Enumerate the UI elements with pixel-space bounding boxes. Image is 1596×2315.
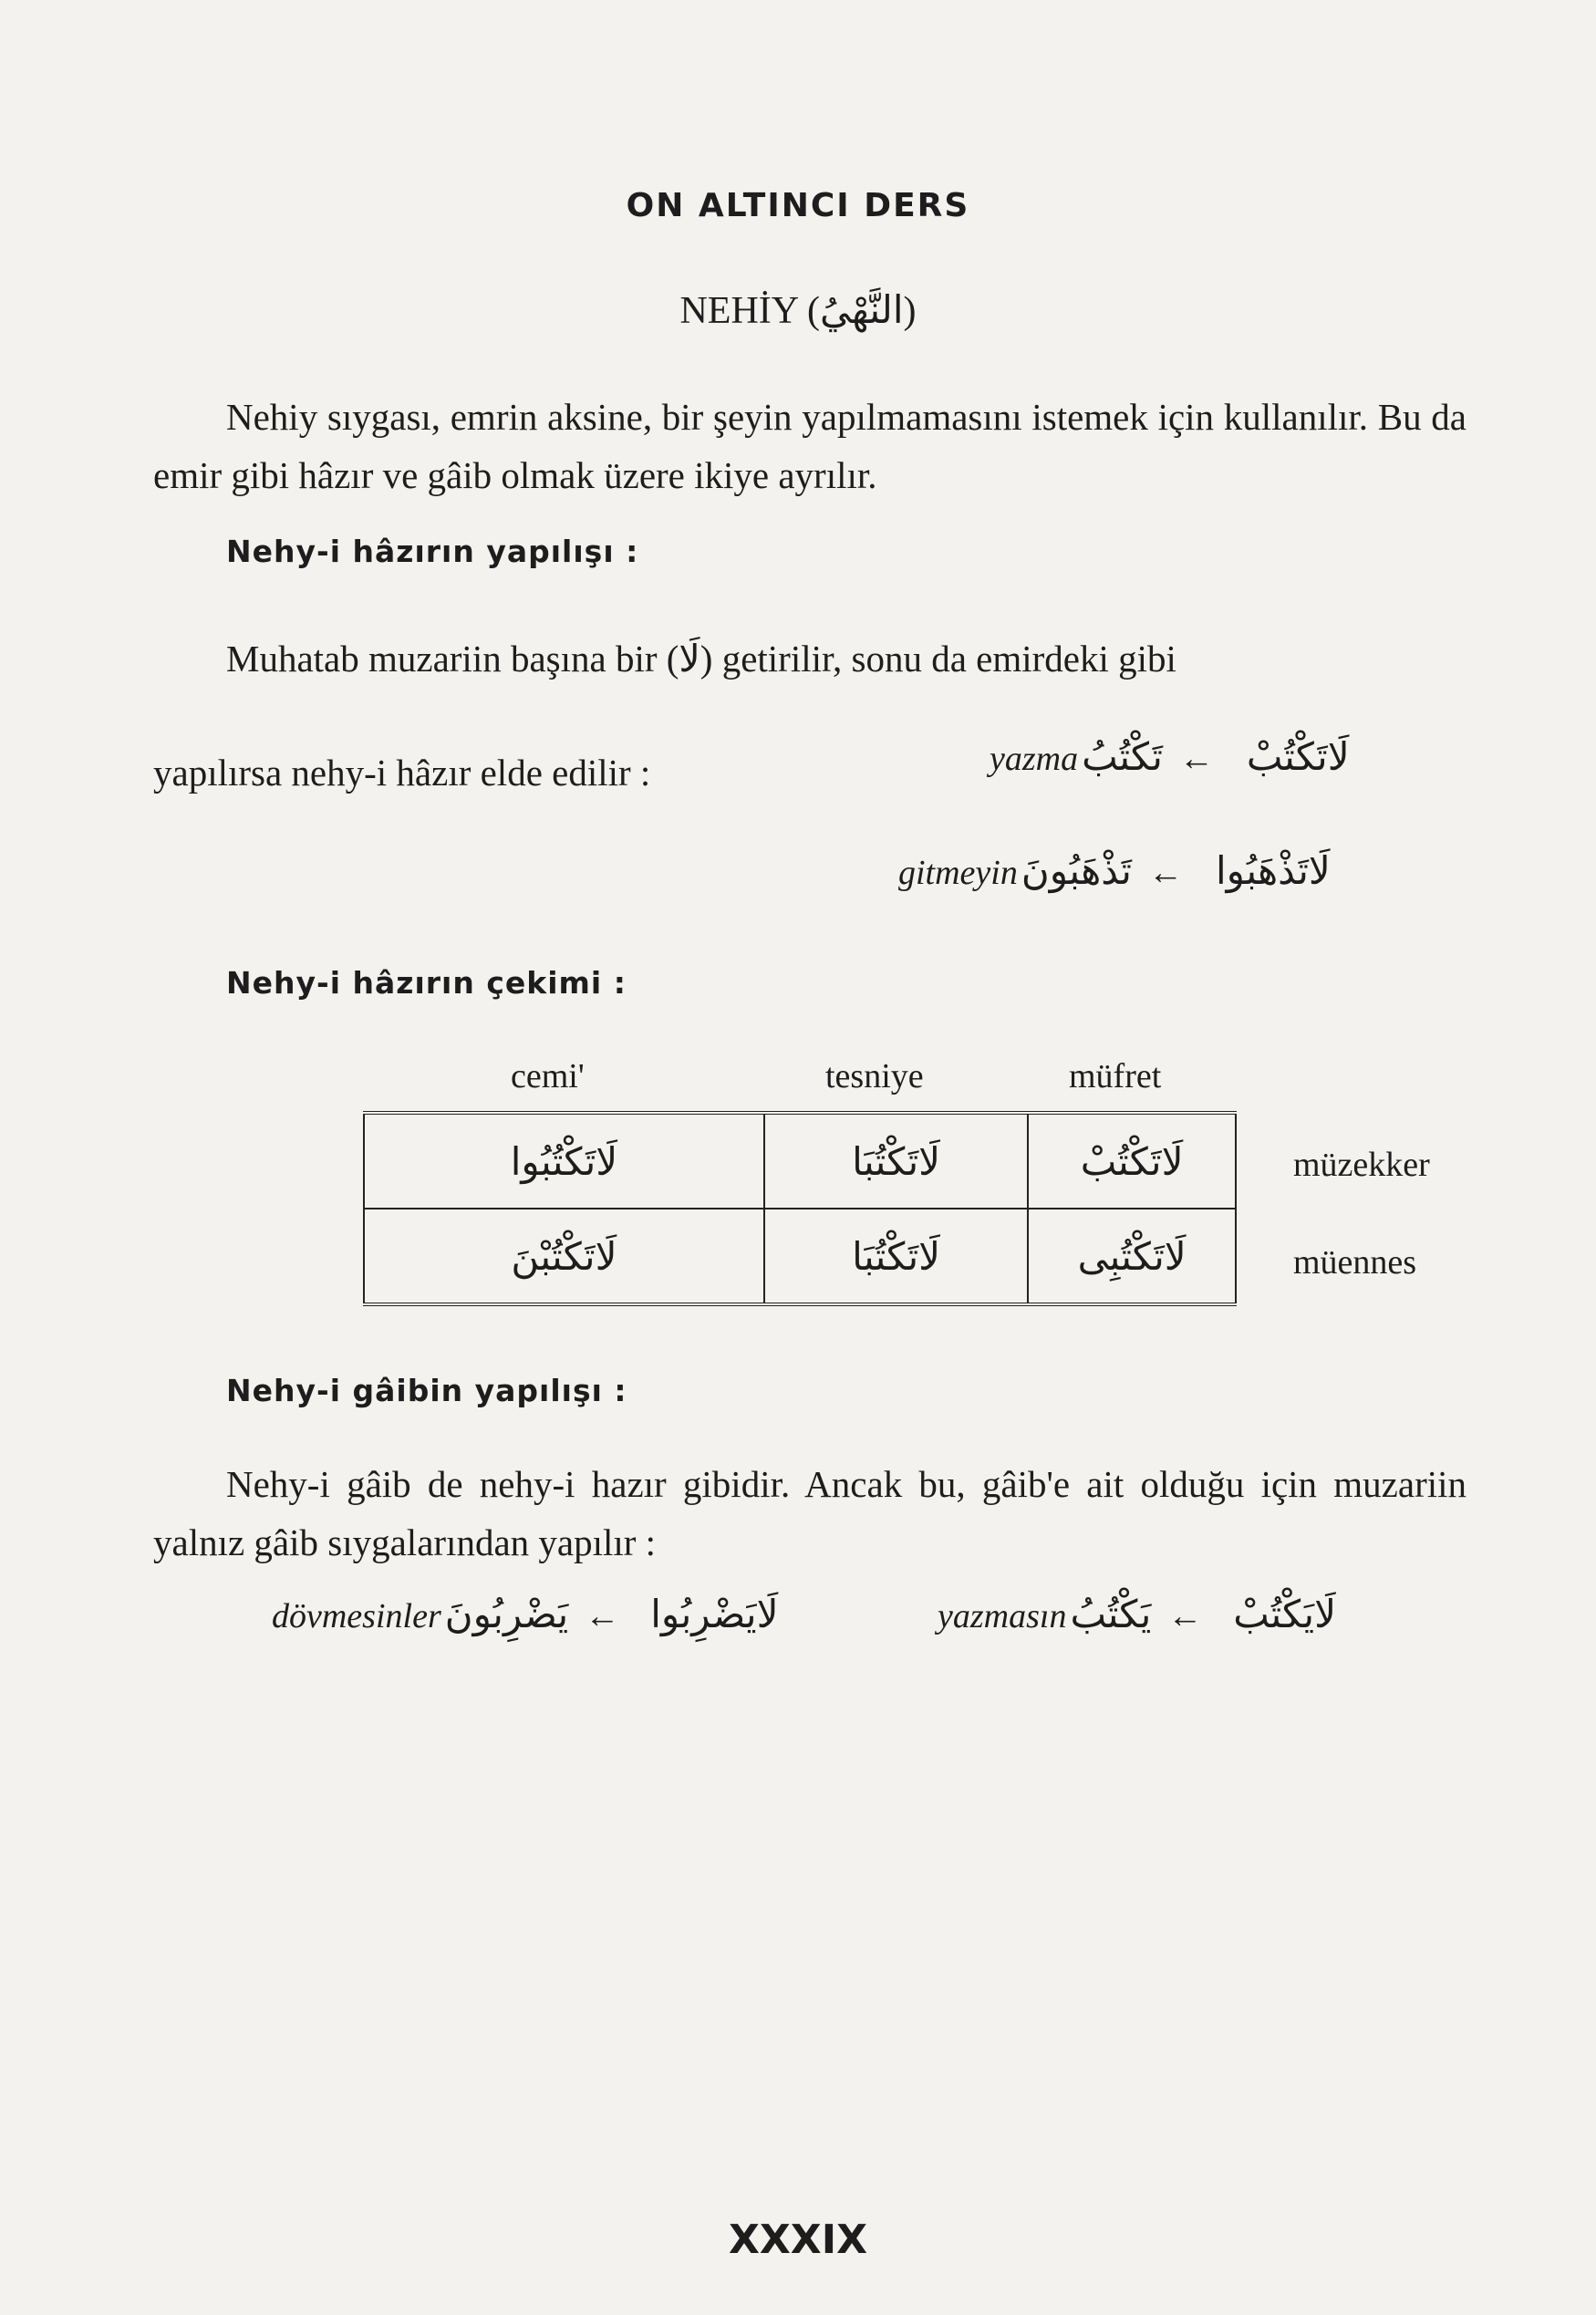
conjugation-table bbox=[363, 1111, 1237, 1306]
example-row bbox=[990, 734, 1427, 779]
arrow-icon: ← bbox=[1178, 740, 1214, 778]
example-source: تَكْتُبُ bbox=[1082, 734, 1163, 779]
row-label: müennes bbox=[1293, 1243, 1417, 1282]
table-row bbox=[364, 1113, 1236, 1209]
table-row bbox=[364, 1209, 1236, 1304]
la-particle: لَا bbox=[679, 637, 700, 680]
example-result: لَايَضْرِبُوا bbox=[650, 1592, 779, 1636]
example-result: لَايَكْتُبْ bbox=[1233, 1592, 1337, 1636]
rule-paragraph-line2: yapılırsa nehy-i hâzır elde edilir : bbox=[153, 752, 651, 794]
example-source: تَذْهَبُونَ bbox=[1021, 848, 1132, 893]
example-label: yazma bbox=[990, 740, 1079, 778]
gaib-paragraph: Nehy-i gâib de nehy-i hazır gibidir. Ancak bu, gâib'e ait olduğu için muzariin yalnız gâib sıygalarından yapılır : bbox=[153, 1463, 1466, 1563]
column-header: müfret bbox=[1069, 1057, 1162, 1095]
section-hazir-yapilis: Nehy-i hâzırın yapılışı : bbox=[226, 534, 639, 569]
subtitle bbox=[0, 287, 1596, 333]
example-result: لَاتَكْتُبْ bbox=[1246, 734, 1350, 779]
example-label: yazmasın bbox=[938, 1597, 1067, 1635]
page-number: XXXIX bbox=[728, 2216, 868, 2263]
example-result: لَاتَذْهَبُوا bbox=[1215, 848, 1331, 893]
table-cell: لَاتَكْتُبَا bbox=[764, 1209, 1028, 1304]
lesson-heading: ON ALTINCI DERS bbox=[626, 187, 970, 224]
arrow-icon: ← bbox=[585, 1597, 620, 1635]
rule-part1: Muhatab muzariin başına bir ( bbox=[226, 638, 679, 680]
arrow-icon: ← bbox=[1167, 1597, 1203, 1635]
example-source: يَضْرِبُونَ bbox=[444, 1592, 569, 1636]
example-label: dövmesinler bbox=[272, 1597, 441, 1635]
rule-part2: ) getirilir, sonu da emirdeki gibi bbox=[700, 638, 1176, 680]
subtitle-arabic: النَّهْيُ bbox=[820, 287, 904, 332]
example-source: يَكْتُبُ bbox=[1070, 1592, 1152, 1636]
section-gaib-yapilis: Nehy-i gâibin yapılışı : bbox=[226, 1373, 627, 1408]
table-cell: لَاتَكْتُبِى bbox=[1028, 1209, 1236, 1304]
column-header: tesniye bbox=[825, 1057, 924, 1095]
subtitle-close: ) bbox=[903, 290, 917, 332]
table-cell: لَاتَكْتُبَا bbox=[764, 1113, 1028, 1209]
table-cell: لَاتَكْتُبْ bbox=[1028, 1113, 1236, 1209]
intro-paragraph: Nehiy sıygası, emrin aksine, bir şeyin yapılmamasını istemek için kullanılır. Bu da emir gibi hâzır ve gâib olmak üzere ikiye ayrılır. bbox=[153, 396, 1466, 496]
table-cell: لَاتَكْتُبُوا bbox=[364, 1113, 764, 1209]
column-header: cemi' bbox=[511, 1057, 585, 1095]
example-label: gitmeyin bbox=[898, 854, 1018, 892]
rule-paragraph-line1 bbox=[226, 629, 1466, 688]
table-cell: لَاتَكْتُبْنَ bbox=[364, 1209, 764, 1304]
subtitle-latin: NEHİY ( bbox=[679, 290, 821, 332]
example-row bbox=[938, 1592, 1448, 1636]
row-label: müzekker bbox=[1293, 1146, 1430, 1184]
example-row bbox=[272, 1592, 855, 1636]
section-hazir-cekim: Nehy-i hâzırın çekimi : bbox=[226, 965, 627, 1001]
arrow-icon: ← bbox=[1147, 854, 1183, 892]
example-row bbox=[898, 848, 1446, 893]
